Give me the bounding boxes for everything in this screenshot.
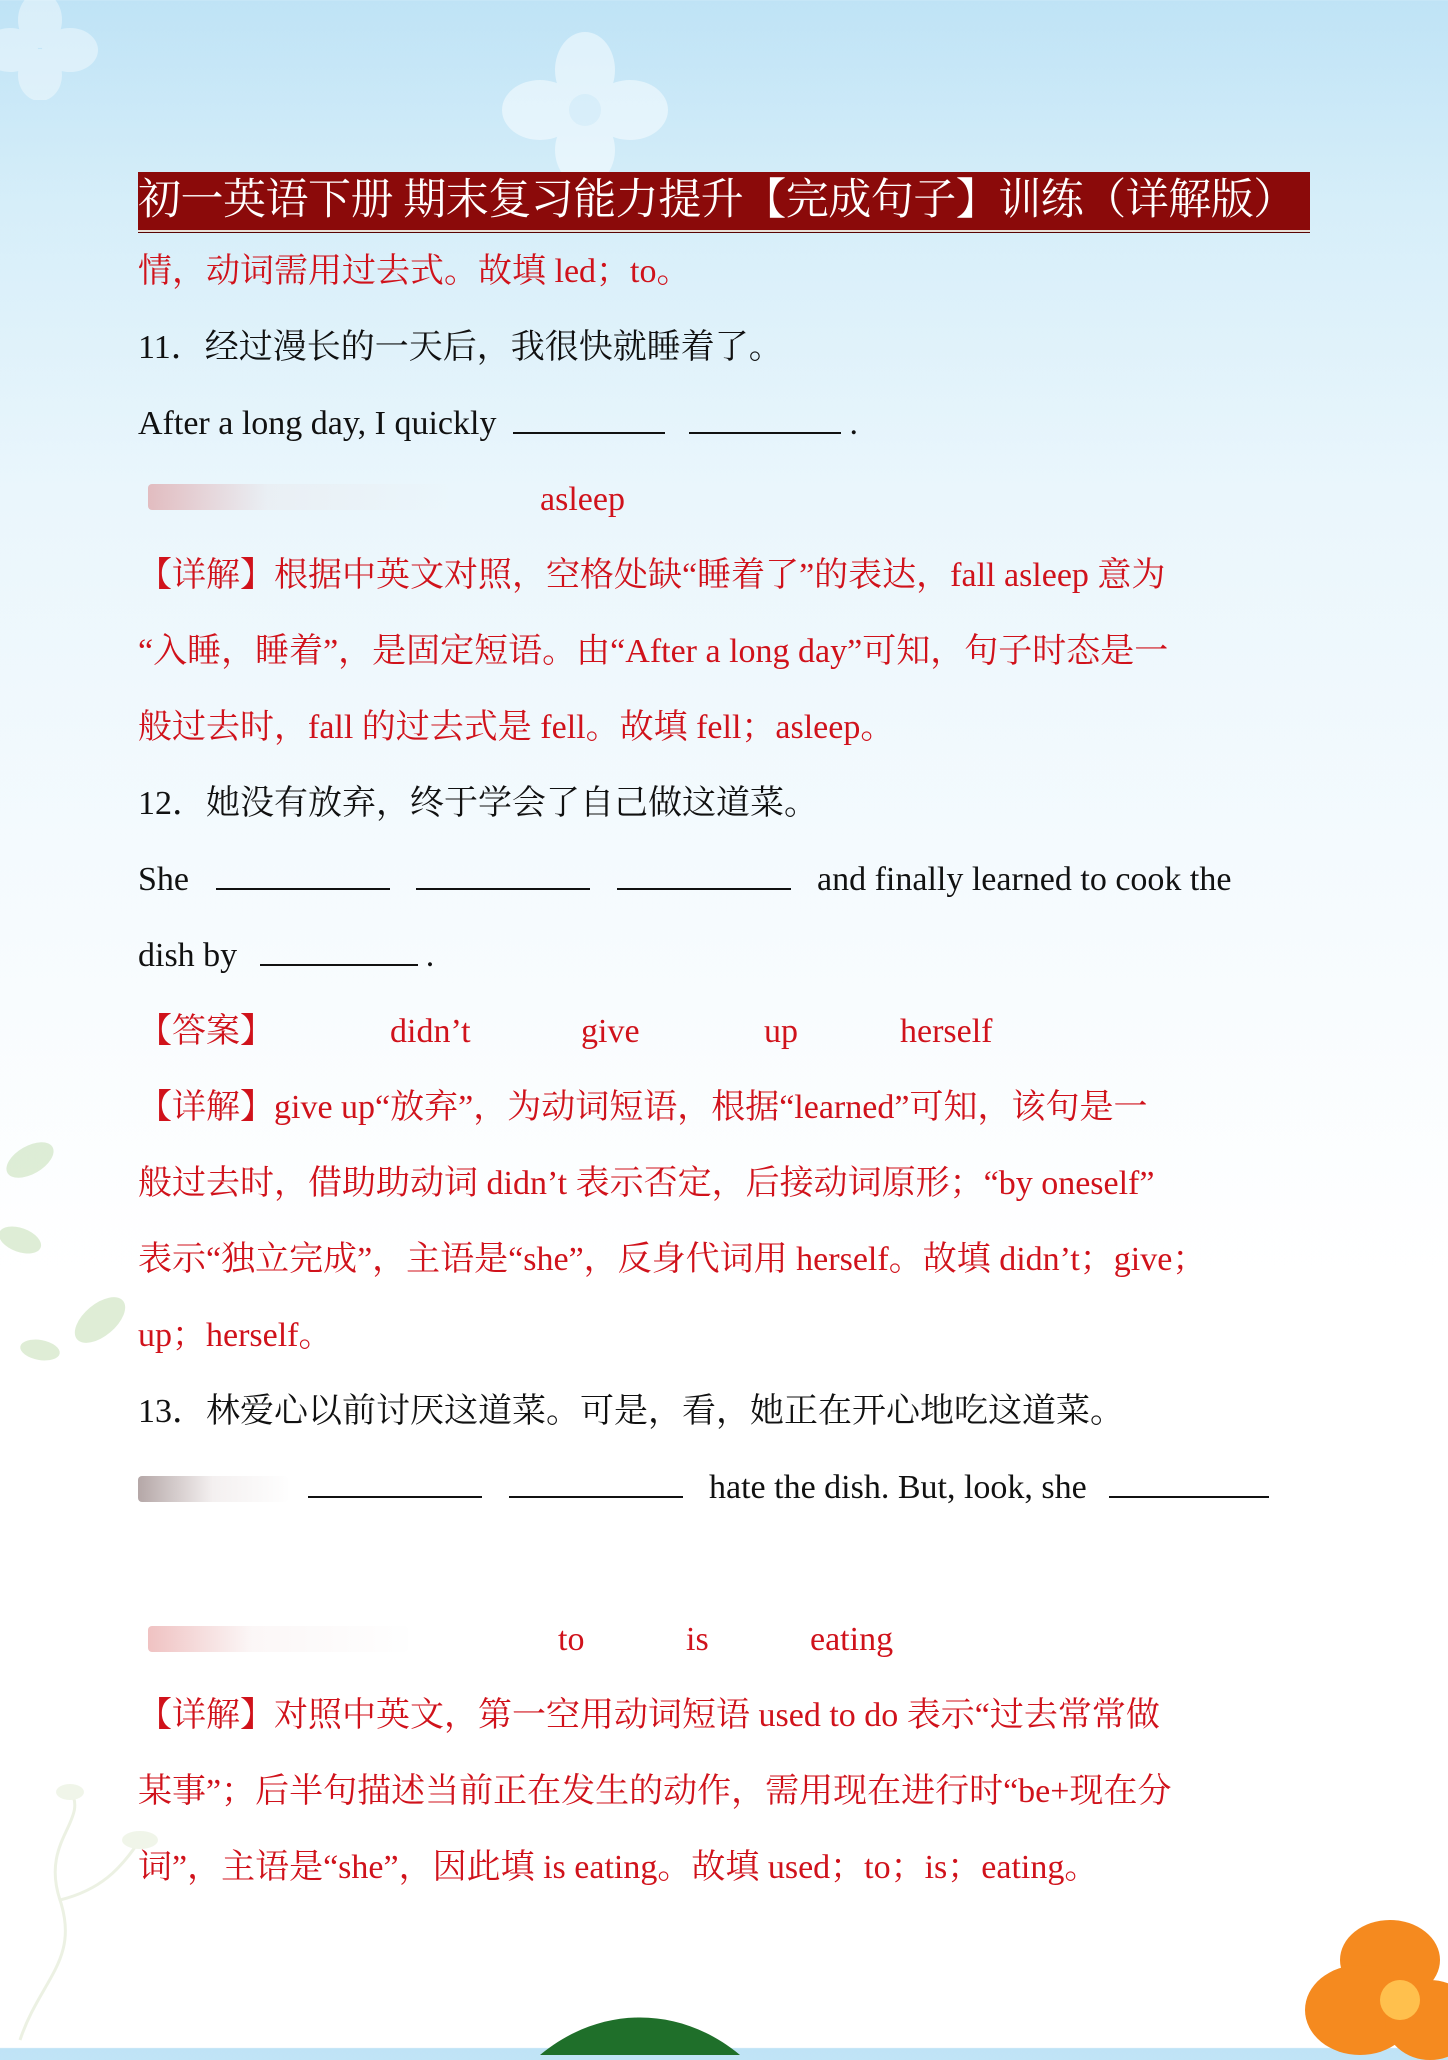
- question-13-sentence: [308, 1466, 1310, 1510]
- orange-flower-decoration-icon: [1290, 1900, 1448, 2060]
- question-11-detail-line-1: 【详解】根据中英文对照，空格处缺“睡着了”的表达，fall asleep 意为: [138, 557, 1166, 594]
- answer-blank: [1109, 1466, 1269, 1498]
- question-11-detail-line-3: 般过去时，fall 的过去式是 fell。故填 fell；asleep。: [138, 709, 895, 746]
- question-12-detail-line-4: up；herself。: [138, 1317, 333, 1354]
- question-13-detail-line-1: 【详解】对照中英文，第一空用动词短语 used to do 表示“过去常常做: [138, 1697, 1160, 1734]
- question-13-answer-1: to: [558, 1621, 585, 1658]
- faded-answer-label: [148, 1626, 408, 1652]
- question-12-detail-line-1: 【详解】give up“放弃”，为动词短语，根据“learned”可知，该句是一: [138, 1089, 1148, 1126]
- question-12-detail-line-2: 般过去时，借助助动词 didn’t 表示否定，后接动词原形；“by oneself”: [138, 1165, 1155, 1202]
- question-12-answer-1: didn’t: [390, 1013, 471, 1050]
- question-12-prompt: 12．她没有放弃，终于学会了自己做这道菜。: [138, 785, 818, 822]
- answer-label: 【答案】: [138, 1013, 274, 1050]
- flower-decoration-icon: [0, 0, 100, 100]
- answer-blank: [617, 858, 791, 890]
- answer-blank: [308, 1466, 482, 1498]
- question-12-answer-3: up: [764, 1013, 798, 1050]
- sentence-end: .: [425, 937, 435, 974]
- answer-blank: [416, 858, 590, 890]
- document-title-bar: [138, 172, 1310, 232]
- vine-decoration-icon: [0, 1780, 220, 2048]
- sentence-text: and finally learned to cook the: [817, 861, 1232, 898]
- answer-explanation-continued: 情，动词需用过去式。故填 led；to。: [138, 253, 691, 290]
- answer-blank: [513, 402, 665, 434]
- flower-decoration-icon: [500, 30, 670, 190]
- answer-blank: [689, 402, 841, 434]
- question-13-detail-line-2: 某事”；后半句描述当前正在发生的动作，需用现在进行时“be+现在分: [138, 1773, 1172, 1810]
- faded-answer-label: [148, 484, 448, 510]
- question-11-sentence: [138, 402, 1310, 446]
- question-12-sentence-line-2: [138, 934, 1310, 978]
- document-title: 初一英语下册 期末复习能力提升【完成句子】训练（详解版）: [138, 177, 1296, 224]
- sentence-text: hate the dish. But, look, she: [709, 1469, 1087, 1506]
- question-12-answer-4: herself: [900, 1013, 993, 1050]
- sentence-text: dish by: [138, 937, 238, 974]
- question-13-detail-line-3: 词”，主语是“she”，因此填 is eating。故填 used；to；is；eating。: [138, 1849, 1099, 1886]
- question-13-prompt: 13．林爱心以前讨厌这道菜。可是，看，她正在开心地吃这道菜。: [138, 1393, 1124, 1430]
- question-11-detail-line-2: “入睡，睡着”，是固定短语。由“After a long day”可知，句子时态是一: [138, 633, 1169, 670]
- answer-blank: [260, 934, 418, 966]
- sentence-text: After a long day, I quickly: [138, 405, 497, 442]
- question-11-answer: asleep: [540, 481, 625, 518]
- sentence-text: She: [138, 861, 189, 898]
- question-12-answer-2: give: [581, 1013, 640, 1050]
- question-12-answer-line: [138, 1010, 1310, 1054]
- question-13-answer-2: is: [686, 1621, 709, 1658]
- question-11-prompt: 11．经过漫长的一天后，我很快就睡着了。: [138, 329, 783, 366]
- sentence-end: .: [849, 405, 858, 442]
- answer-blank: [509, 1466, 683, 1498]
- leaf-decoration-icon: [0, 1120, 140, 1380]
- question-12-detail-line-3: 表示“独立完成”，主语是“she”，反身代词用 herself。故填 didn’t；give；: [138, 1241, 1207, 1278]
- question-12-sentence-line-1: [138, 858, 1310, 902]
- question-13-answer-3: eating: [810, 1621, 894, 1658]
- faded-sentence-start: [138, 1476, 288, 1502]
- answer-blank: [216, 858, 390, 890]
